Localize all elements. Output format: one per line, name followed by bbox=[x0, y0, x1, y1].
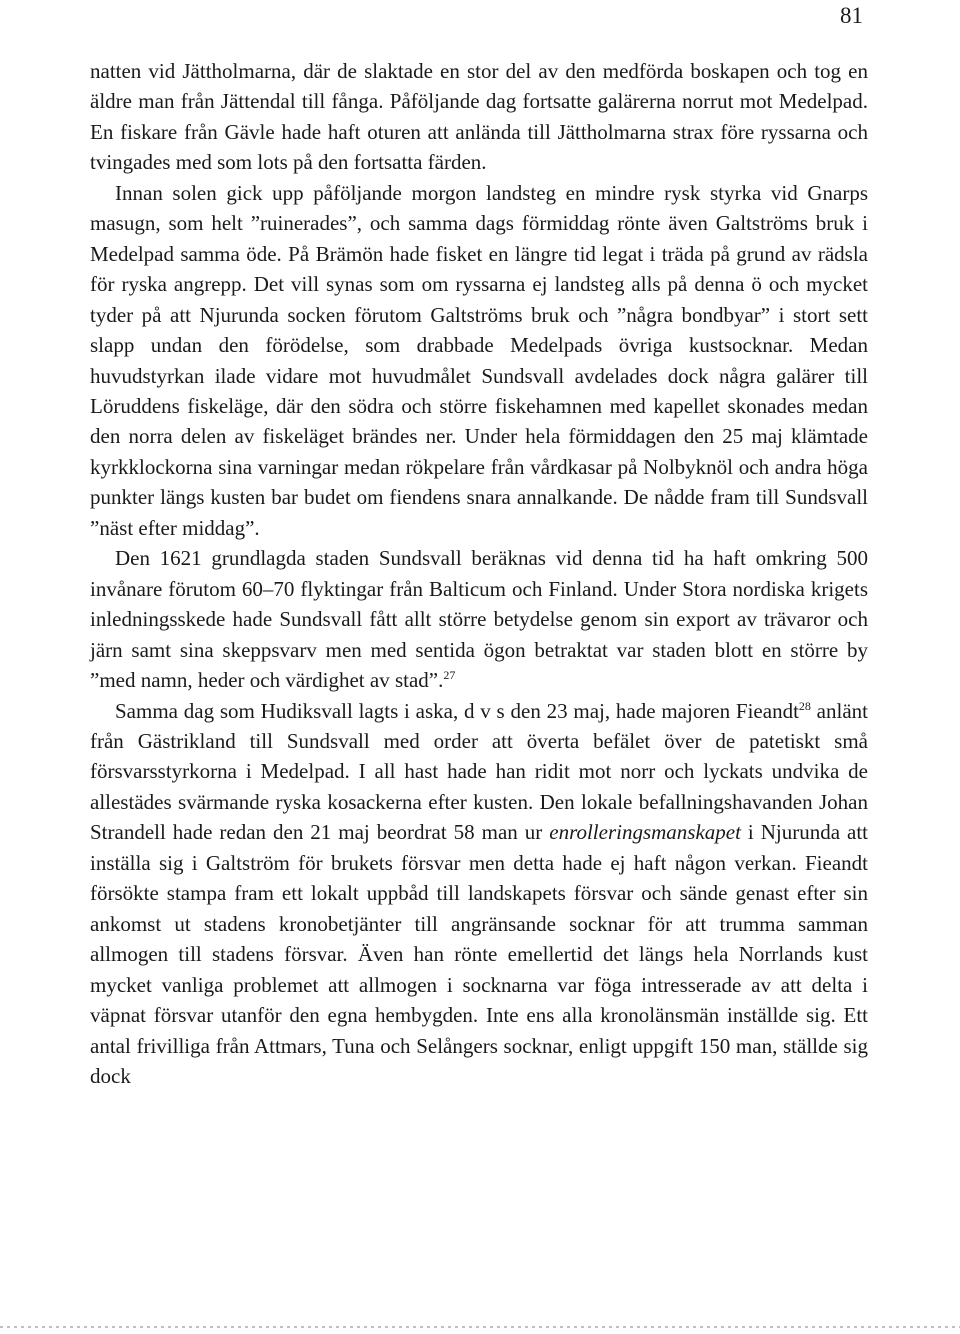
text-run: i Njurunda att inställa sig i Galtström för brukets försvar men detta hade ej haft någon verkan. Fieandt försökte stampa fram ett lokalt uppbåd till landskapets försvar och sände genast efter sin ankomst ut stadens kronobetjänter till angränsande socknar för att trumma samman allmogen till stadens försvar. Även han rönte emellertid det längs hela Norrlands kust mycket vanliga problemet att allmogen i socknarna var föga intresserade av att delta i väpnat försvar utanför den egna hembygden. Inte ens alla kronolänsmän inställde sig. Ett antal frivilliga från Attmars, Tuna och Selångers socknar, enligt uppgift 150 man, ställde sig dock bbox=[90, 820, 869, 1088]
paragraph bbox=[90, 56, 868, 178]
body-text bbox=[90, 56, 868, 1091]
text-run: Innan solen gick upp påföljande morgon landsteg en mindre rysk styrka vid Gnarps masugn, som helt ”ruinerades”, och samma dags förmiddag rönte även Galtströms bruk i Medelpad samma öde. På Brämön hade fisket en längre tid legat i träda på grund av rädsla för ryska angrepp. Det vill synas som om ryssarna ej landsteg alls på denna ö och mycket tyder på att Njurunda socken förutom Galtströms bruk och ”några bondbyar” i stort sett slapp undan den förödelse, som drabbade Medelpads övriga kustsocknar. Medan huvudstyrkan ilade vidare mot huvudmålet Sundsvall avdelades dock några galärer till Löruddens fiskeläge, där den södra och större fiskehamnen med kapellet skonades medan den norra delen av fiskeläget brändes ner. Under hela förmiddagen den 25 maj klämtade kyrkklockorna sina varningar medan rökpelare från vårdkasar på Nolbyknöl och andra höga punkter längs kusten bar budet om fiendens snara annalkande. De nådde fram till Sundsvall ”näst efter middag”. bbox=[90, 180, 868, 540]
footnote-reference: 28 bbox=[798, 698, 811, 713]
italic-term: enrolleringsmanskapet bbox=[549, 820, 741, 845]
scan-edge-line bbox=[0, 1326, 960, 1328]
paragraph bbox=[90, 543, 868, 695]
paragraph bbox=[90, 178, 868, 543]
footnote-reference: 27 bbox=[443, 668, 456, 683]
text-run: natten vid Jättholmarna, där de slaktade en stor del av den medförda boskapen och tog en äldre man från Jättendal till fånga. Påföljande dag fortsatte galärerna norrut mot Medelpad. En fiskare från Gävle hade haft oturen att anlända till Jättholmarna strax före ryssarna och tvingades med som lots på den fortsatta färden. bbox=[90, 59, 868, 175]
page-number: 81 bbox=[840, 3, 863, 28]
text-run: anlänt från Gästrikland till Sundsvall med order att överta befälet över de patetiskt små försvarsstyrkorna i Medelpad. I all hast hade han ridit mot norr och lyckats undvika de allestädes svärmande ryska kosackerna efter kusten. Den lokale befallningshavanden Johan Strandell hade redan den 21 maj beordrat 58 man ur bbox=[90, 698, 868, 845]
text-run: Samma dag som Hudiksvall lagts i aska, d v s den 23 maj, hade majoren Fieandt bbox=[115, 698, 799, 723]
paragraph bbox=[90, 696, 868, 1092]
text-run: Den 1621 grundlagda staden Sundsvall beräknas vid denna tid ha haft omkring 500 invånare förutom 60–70 flyktingar från Balticum och Finland. Under Stora nordiska krigets inledningsskede hade Sundsvall fått allt större betydelse genom sin export av trävaror och järn samt sina skeppsvarv men med sentida ögon betraktat var staden blott en större by ”med namn, heder och värdighet av stad”. bbox=[90, 546, 868, 693]
